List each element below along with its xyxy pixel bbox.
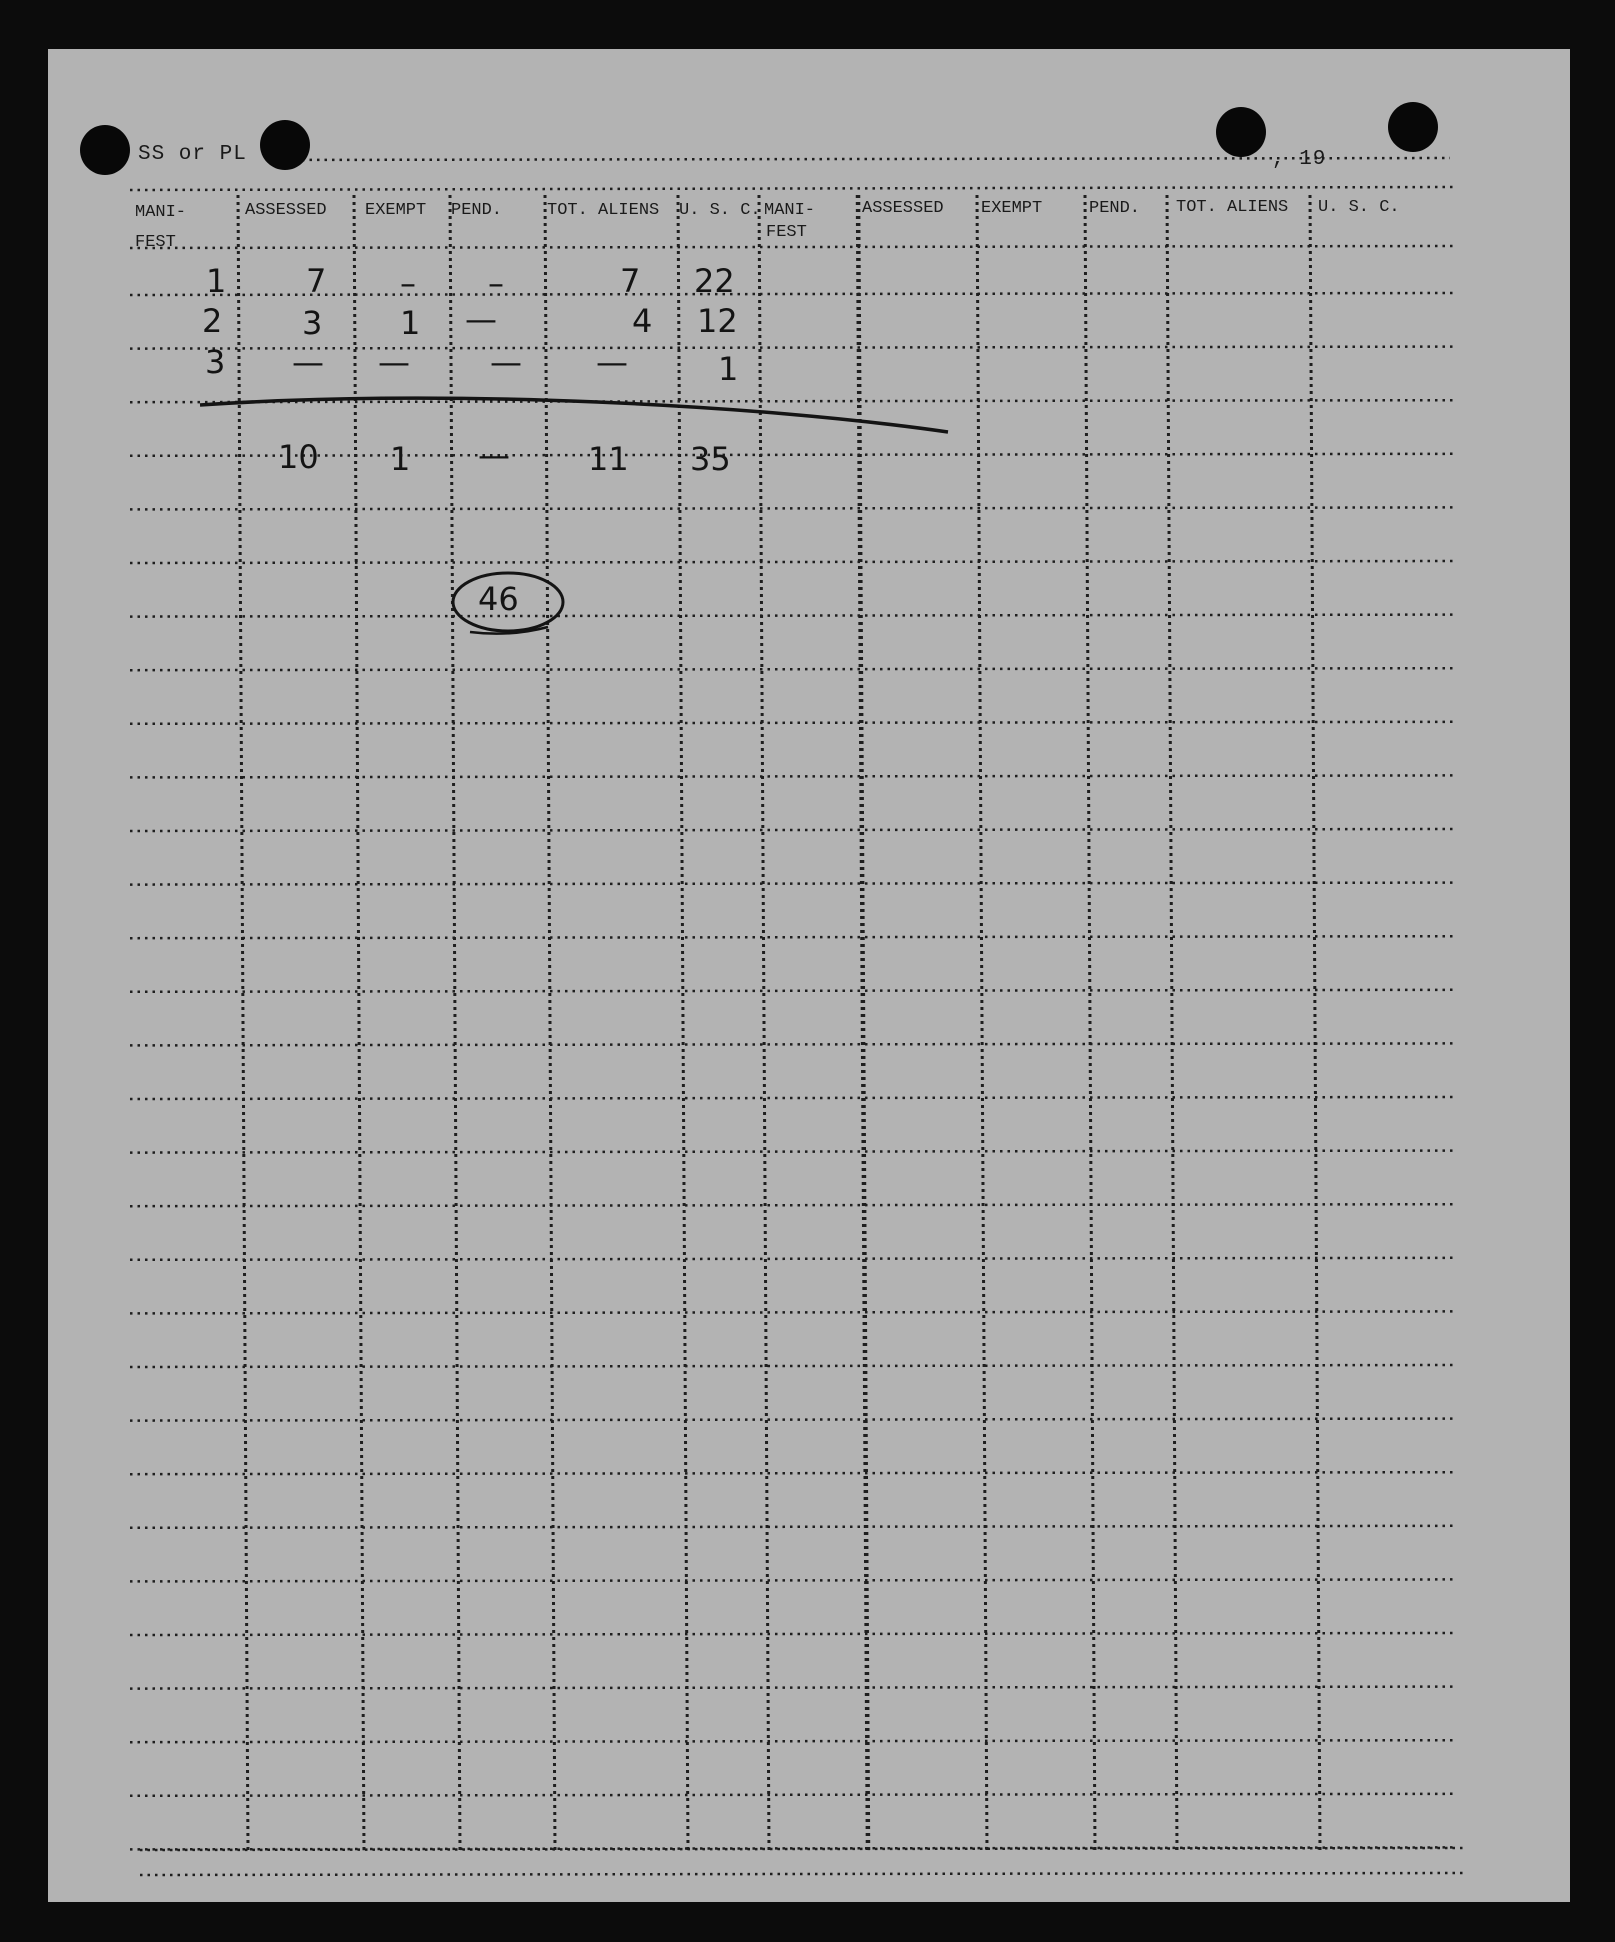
col-header-assessed-right: ASSESSED xyxy=(862,199,944,218)
grid-row-line xyxy=(140,1873,1465,1875)
grid-row-line xyxy=(130,1097,1455,1099)
entry-tot-aliens: — xyxy=(596,343,628,381)
grid-column-line xyxy=(545,195,555,1850)
grid-row-line xyxy=(130,246,1455,248)
col-header-tot-aliens-right: TOT. ALIENS xyxy=(1176,198,1289,217)
grid-row-line xyxy=(130,347,1455,349)
grid-row-line xyxy=(130,1526,1455,1528)
grid-row-line xyxy=(130,1365,1455,1367)
total-usc: 35 xyxy=(690,440,731,478)
grid-column-line xyxy=(1310,195,1320,1850)
grid-row-line xyxy=(130,293,1455,295)
year-label: , 19 xyxy=(1272,148,1327,171)
col-header-manifest: MANI- xyxy=(135,203,187,222)
punch-hole xyxy=(260,120,310,170)
grid-column-line xyxy=(354,195,364,1850)
entry-tot-aliens: 7 xyxy=(620,262,641,300)
grid-column-line xyxy=(450,195,460,1850)
grid-row-line xyxy=(130,454,1455,456)
col-header-assessed: ASSESSED xyxy=(245,201,327,220)
punch-hole xyxy=(80,125,130,175)
grid-row-line xyxy=(130,1633,1455,1635)
grid-row-line xyxy=(130,1204,1455,1206)
col-header-pend: PEND. xyxy=(451,201,503,220)
grid-row-line xyxy=(130,507,1455,509)
grid-row-line xyxy=(130,1472,1455,1474)
entry-exempt: 1 xyxy=(400,304,421,342)
grid-column-line xyxy=(678,195,688,1850)
grid-column-line xyxy=(1167,195,1177,1850)
punch-hole xyxy=(1216,107,1266,157)
grid-row-line xyxy=(130,1579,1455,1581)
col-header-usc: U. S. C. xyxy=(679,201,761,220)
grid-column-line xyxy=(977,195,987,1850)
entry-tot-aliens: 4 xyxy=(632,302,653,340)
entry-pend: — xyxy=(490,343,522,381)
col-header-manifest-right-line2: FEST xyxy=(766,223,807,242)
grid-row-line xyxy=(130,1687,1455,1689)
entry-usc: 12 xyxy=(697,302,738,340)
grid-row-line xyxy=(130,187,1455,190)
col-header-exempt: EXEMPT xyxy=(365,201,427,220)
punch-hole xyxy=(1388,102,1438,152)
entry-assessed: 7 xyxy=(306,262,327,300)
grid-row-line xyxy=(130,936,1455,938)
grand-total: 46 xyxy=(478,580,519,618)
entry-assessed: 3 xyxy=(302,304,323,342)
col-header-usc-right: U. S. C. xyxy=(1318,198,1400,217)
entry-usc: 1 xyxy=(718,350,739,388)
col-header-exempt-right: EXEMPT xyxy=(981,199,1043,218)
grid-row-line xyxy=(130,1740,1455,1742)
total-tot-aliens: 11 xyxy=(588,440,629,478)
grid-column-line xyxy=(238,195,248,1850)
total-underline xyxy=(200,398,948,432)
entry-exempt: — xyxy=(378,343,410,381)
grid-row-line xyxy=(130,829,1455,831)
grid-column-line xyxy=(759,195,769,1850)
grid-row-line xyxy=(130,722,1455,724)
entry-pend: — xyxy=(465,300,497,338)
grid-row-line xyxy=(130,561,1455,563)
grid-row-line xyxy=(130,990,1455,992)
entry-manifest: 1 xyxy=(206,262,227,300)
col-header-manifest-line2: FEST xyxy=(135,233,176,252)
entry-manifest: 2 xyxy=(202,302,223,340)
grid-row-line xyxy=(130,668,1455,670)
grid-row-line xyxy=(130,1794,1455,1796)
grid-row-line xyxy=(130,775,1455,777)
entry-assessed: — xyxy=(292,343,324,381)
grid-row-line xyxy=(130,615,1455,617)
total-pend: — xyxy=(478,436,510,474)
grid-row-line xyxy=(130,883,1455,885)
col-header-manifest-right: MANI- xyxy=(764,201,816,220)
total-assessed: 10 xyxy=(278,438,319,476)
entry-usc: 22 xyxy=(694,262,735,300)
entry-pend: – xyxy=(488,264,504,302)
grid-column-line xyxy=(858,195,868,1850)
total-exempt: 1 xyxy=(390,440,411,478)
col-header-tot-aliens: TOT. ALIENS xyxy=(547,201,660,220)
entry-manifest: 3 xyxy=(205,343,226,381)
grid-row-line xyxy=(130,1311,1455,1313)
col-header-pend-right: PEND. xyxy=(1089,199,1141,218)
vessel-label: SS or PL xyxy=(138,143,247,166)
grid-row-line xyxy=(140,1848,1465,1850)
entry-exempt: – xyxy=(400,264,416,302)
grid-row-line xyxy=(130,1151,1455,1153)
grid-row-line xyxy=(130,1258,1455,1260)
grid-row-line xyxy=(130,1419,1455,1421)
grid-column-line xyxy=(1085,195,1095,1850)
grid-row-line xyxy=(130,1043,1455,1045)
